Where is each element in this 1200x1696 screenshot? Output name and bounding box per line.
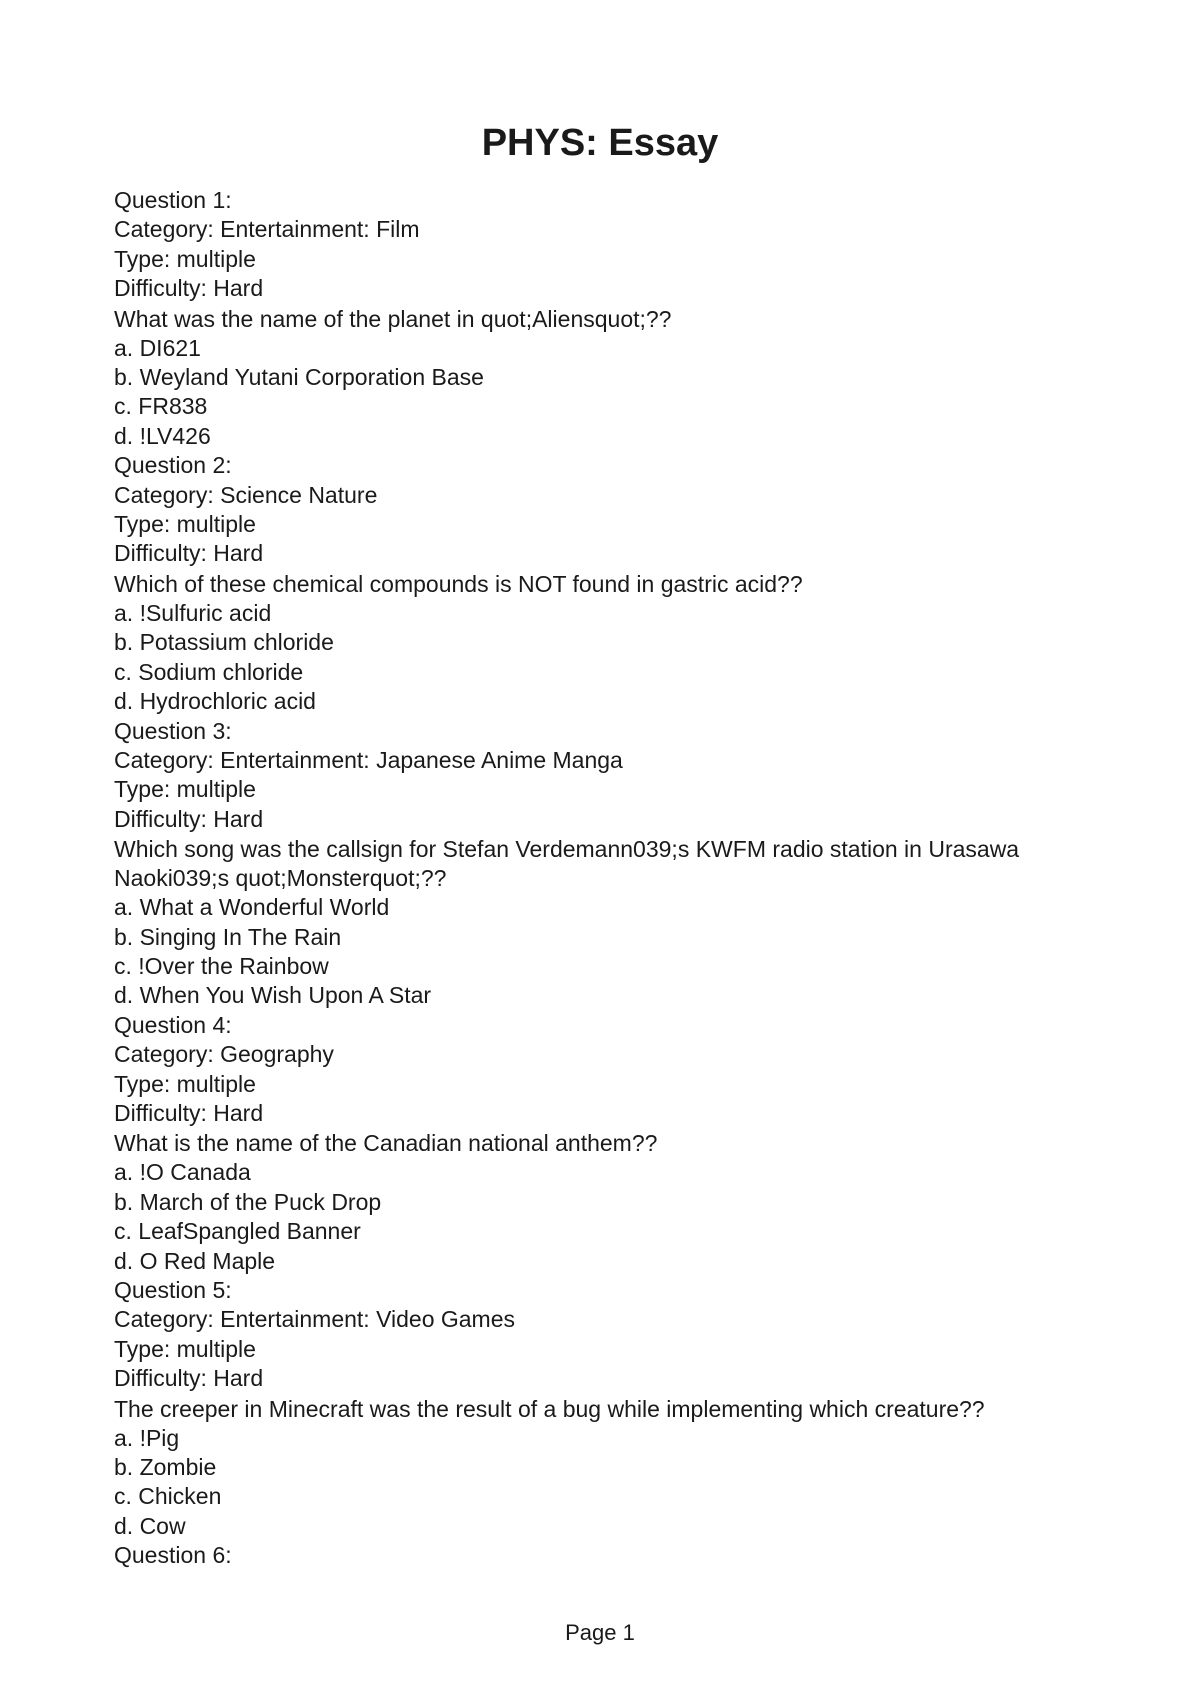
answer-option: d. When You Wish Upon A Star [114,982,432,1009]
answer-option: d. !LV426 [114,422,211,449]
question-category: Category: Entertainment: Film [114,216,420,243]
answer-option: a. !Sulfuric acid [114,599,272,626]
question-type: Type: multiple [114,511,256,538]
question-block [114,1011,1094,1276]
answer-option: a. !O Canada [114,1159,251,1186]
answer-option: b. Singing In The Rain [114,923,342,950]
question-header: Question 6: [114,1542,232,1569]
question-type: Type: multiple [114,245,256,272]
answer-option: a. DI621 [114,334,201,361]
question-difficulty: Difficulty: Hard [114,1099,264,1126]
question-text: The creeper in Minecraft was the result of a bug while implementing which creature?? [114,1395,985,1422]
answer-option: c. !Over the Rainbow [114,952,329,979]
question-category: Category: Geography [114,1041,334,1068]
question-difficulty: Difficulty: Hard [114,1365,264,1392]
answer-option: c. FR838 [114,393,208,420]
answer-option: d. O Red Maple [114,1247,276,1274]
question-block [114,1276,1094,1541]
question-block [114,1541,1094,1570]
answer-option: b. March of the Puck Drop [114,1188,382,1215]
question-difficulty: Difficulty: Hard [114,275,264,302]
question-text: What is the name of the Canadian national anthem?? [114,1130,658,1157]
question-block [114,186,1094,451]
answer-option: a. What a Wonderful World [114,894,390,921]
question-type: Type: multiple [114,1335,256,1362]
answer-option: a. !Pig [114,1424,180,1451]
answer-option: c. Chicken [114,1483,222,1510]
page-title: PHYS: Essay [481,122,719,164]
page-number: Page 1 [565,1620,635,1645]
answer-option: c. LeafSpangled Banner [114,1218,361,1245]
question-type: Type: multiple [114,1070,256,1097]
question-header: Question 2: [114,452,232,479]
answer-option: d. Hydrochloric acid [114,688,316,715]
question-difficulty: Difficulty: Hard [114,805,264,832]
question-category: Category: Science Nature [114,481,378,508]
question-header: Question 4: [114,1011,232,1038]
question-header: Question 1: [114,187,232,213]
question-text: Which song was the callsign for Stefan Verdemann039;s KWFM radio station in Urasawa Naoki039;s quot;Monsterquot;?? [114,836,1026,892]
question-text: Which of these chemical compounds is NOT found in gastric acid?? [114,570,803,597]
answer-option: c. Sodium chloride [114,658,304,685]
answer-option: b. Zombie [114,1454,217,1481]
question-block [114,717,1094,1011]
question-list [114,186,1094,1571]
question-category: Category: Entertainment: Japanese Anime Manga [114,746,623,773]
question-text: What was the name of the planet in quot;Aliensquot;?? [114,305,672,332]
answer-option: b. Potassium chloride [114,629,334,656]
question-category: Category: Entertainment: Video Games [114,1306,516,1333]
question-block [114,451,1094,716]
question-header: Question 5: [114,1277,232,1303]
question-header: Question 3: [114,717,232,744]
answer-option: b. Weyland Yutani Corporation Base [114,364,484,391]
answer-option: d. Cow [114,1512,186,1539]
question-type: Type: multiple [114,776,256,803]
question-difficulty: Difficulty: Hard [114,540,264,567]
